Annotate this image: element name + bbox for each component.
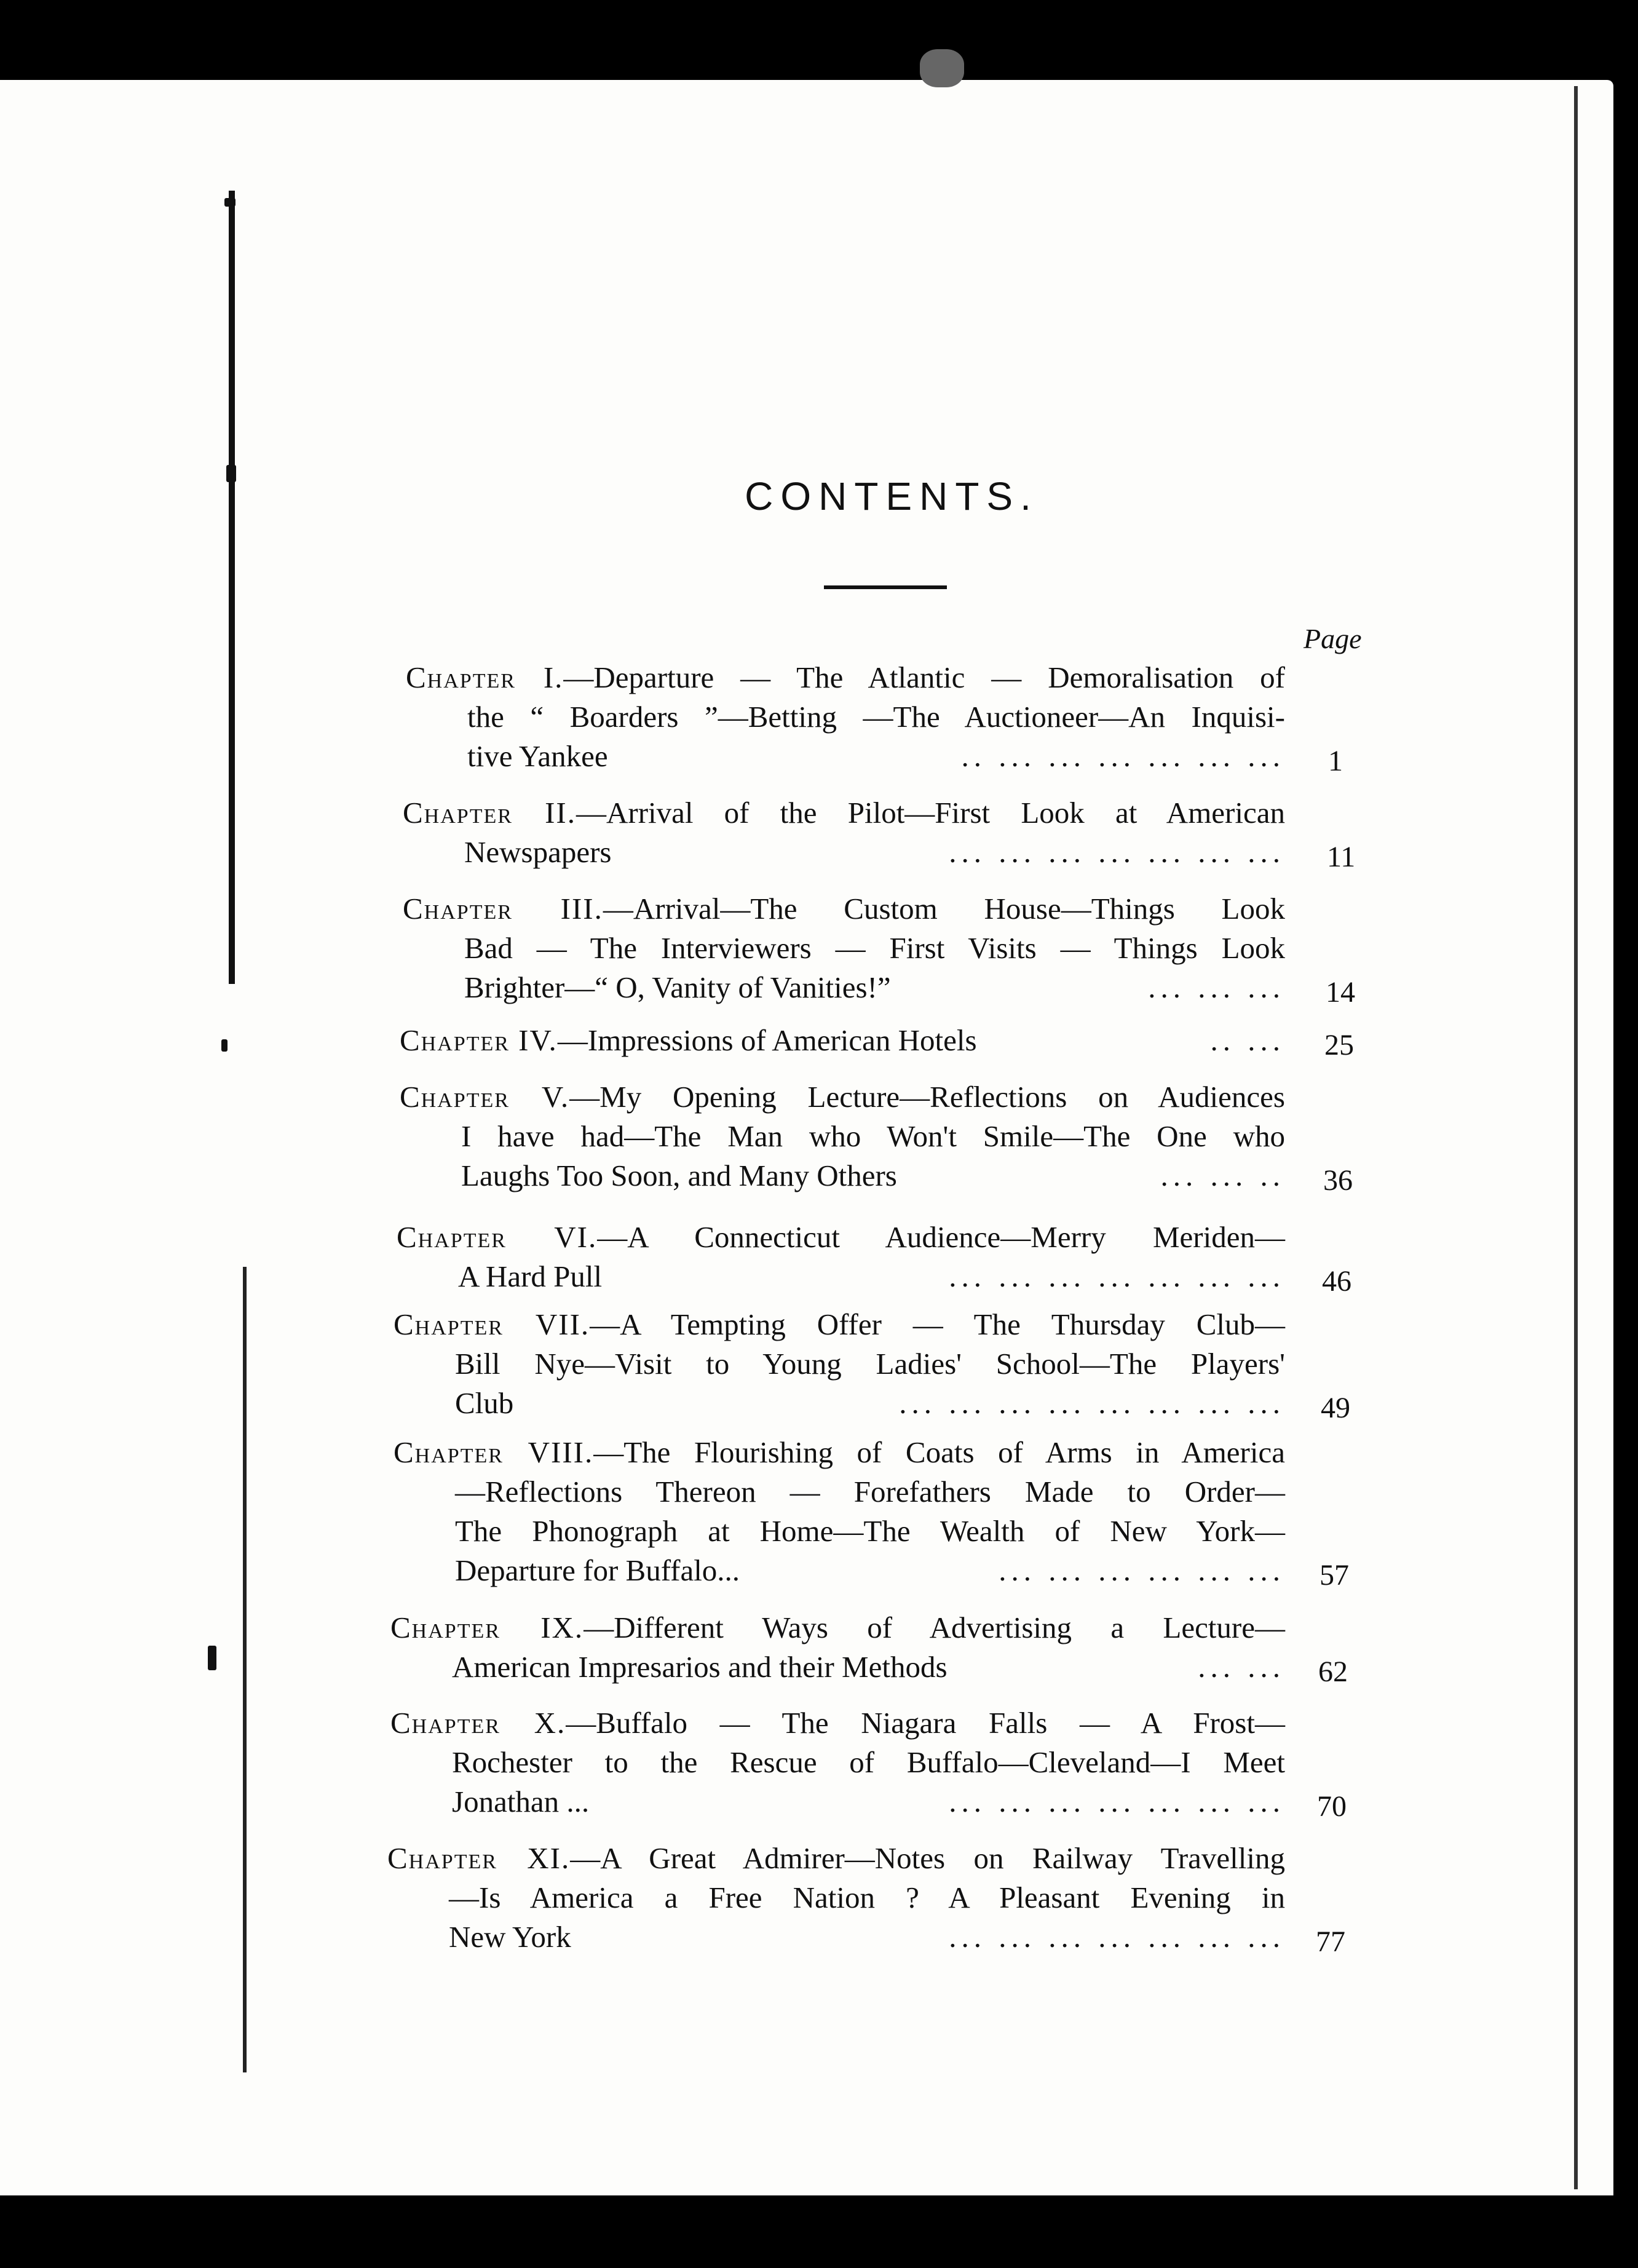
- toc-entry: [403, 889, 1285, 1007]
- chapter-label: Chapter IV.: [400, 1023, 558, 1057]
- scan-speck: [208, 1646, 216, 1670]
- toc-line: [394, 1433, 1285, 1472]
- page-number: 49: [1321, 1392, 1350, 1424]
- toc-line: [390, 1703, 1285, 1743]
- scan-speck: [226, 465, 236, 482]
- toc-entry: [387, 1839, 1285, 1957]
- chapter-text: I have had—The Man who Won't Smile—The One who: [461, 1119, 1285, 1153]
- chapter-label: Chapter VII.: [394, 1307, 590, 1341]
- gutter-shadow-lower: [243, 1267, 247, 2072]
- toc-line: [400, 1117, 1285, 1156]
- toc-line: [394, 1512, 1285, 1551]
- chapter-text: New York: [449, 1920, 571, 1954]
- scan-smudge: [920, 49, 964, 87]
- chapter-text: —A Tempting Offer — The Thursday Club—: [590, 1307, 1285, 1341]
- toc-line: [406, 697, 1285, 737]
- toc-line: [397, 1218, 1285, 1257]
- toc-line: [406, 737, 1285, 776]
- chapter-text: Bad — The Interviewers — First Visits — Things Look: [464, 931, 1285, 965]
- toc-entry: [390, 1608, 1285, 1687]
- toc-entry: [390, 1703, 1285, 1822]
- page-number: 46: [1322, 1265, 1351, 1298]
- page-number: 77: [1316, 1925, 1345, 1958]
- chapter-text: The Phonograph at Home—The Wealth of New York—: [455, 1514, 1285, 1548]
- chapter-text: —My Opening Lecture—Reflections on Audiences: [569, 1080, 1285, 1114]
- toc-line: [403, 929, 1285, 968]
- chapter-label: Chapter X.: [390, 1706, 566, 1740]
- leader-dots: ... ... ... ... ... ... ...: [949, 1920, 1285, 1954]
- toc-entry: [394, 1305, 1285, 1423]
- toc-line: [394, 1472, 1285, 1512]
- page-number: 57: [1320, 1559, 1349, 1592]
- toc-line: [400, 1021, 1285, 1060]
- chapter-text: Brighter—“ O, Vanity of Vanities!”: [464, 970, 891, 1004]
- chapter-text: —Arrival of the Pilot—First Look at American: [576, 796, 1285, 830]
- chapter-text: Departure for Buffalo...: [455, 1553, 740, 1587]
- chapter-text: Laughs Too Soon, and Many Others: [461, 1159, 897, 1192]
- toc-line: [387, 1839, 1285, 1878]
- toc-line: [400, 1156, 1285, 1195]
- chapter-text: —Departure — The Atlantic — Demoralisation of: [563, 660, 1286, 694]
- chapter-label: Chapter V.: [400, 1080, 570, 1114]
- toc-entry: [403, 793, 1285, 872]
- page-number: 11: [1327, 841, 1356, 873]
- title-rule: [824, 585, 947, 589]
- chapter-text: American Impresarios and their Methods: [452, 1650, 948, 1684]
- toc-line: [403, 889, 1285, 929]
- toc-entry: [406, 658, 1285, 776]
- toc-line: [394, 1551, 1285, 1590]
- toc-entry: [397, 1218, 1285, 1296]
- page-number: 14: [1326, 976, 1355, 1009]
- toc-line: [397, 1257, 1285, 1296]
- chapter-label: Chapter VI.: [397, 1220, 598, 1254]
- toc-entry: [394, 1433, 1285, 1590]
- chapter-text: Newspapers: [464, 835, 612, 869]
- toc-line: [403, 793, 1285, 833]
- contents-title: CONTENTS.: [745, 474, 1039, 518]
- chapter-text: A Hard Pull: [458, 1259, 603, 1293]
- scan-speck: [221, 1039, 228, 1052]
- toc-entry: [400, 1021, 1285, 1060]
- chapter-text: Rochester to the Rescue of Buffalo—Cleveland—I Meet: [452, 1745, 1285, 1779]
- chapter-label: Chapter XI.: [387, 1841, 571, 1875]
- chapter-text: —Buffalo — The Niagara Falls — A Frost—: [566, 1706, 1285, 1740]
- chapter-text: the “ Boarders ”—Betting —The Auctioneer—An Inquisi-: [467, 700, 1285, 734]
- page-number: 25: [1324, 1029, 1354, 1061]
- chapter-text: Jonathan ...: [452, 1785, 590, 1818]
- page-column-header: Page: [1304, 623, 1362, 654]
- leader-dots: ... ... ...: [1148, 970, 1285, 1004]
- chapter-text: —A Great Admirer—Notes on Railway Travelling: [570, 1841, 1285, 1875]
- toc-line: [390, 1647, 1285, 1687]
- toc-line: [387, 1878, 1285, 1917]
- toc-line: [387, 1917, 1285, 1957]
- chapter-label: Chapter VIII.: [394, 1435, 594, 1469]
- toc-line: [390, 1743, 1285, 1782]
- toc-line: [403, 968, 1285, 1007]
- toc-line: [390, 1782, 1285, 1822]
- toc-line: [403, 833, 1285, 872]
- toc-line: [406, 658, 1285, 697]
- leader-dots: ... ... ... ... ... ... ... ...: [899, 1386, 1285, 1420]
- leader-dots: ... ... ... ... ... ... ...: [949, 1259, 1285, 1293]
- leader-dots: ... ... ..: [1160, 1159, 1285, 1192]
- chapter-label: Chapter IX.: [390, 1611, 584, 1644]
- leader-dots: .. ...: [1210, 1023, 1285, 1057]
- leader-dots: ... ... ... ... ... ...: [999, 1553, 1285, 1587]
- toc-line: [394, 1305, 1285, 1344]
- page-number: 1: [1328, 745, 1343, 777]
- chapter-text: —The Flourishing of Coats of Arms in America: [593, 1435, 1285, 1469]
- leader-dots: ... ... ... ... ... ... ...: [949, 1785, 1285, 1818]
- chapter-text: —Reflections Thereon — Forefathers Made to Order—: [455, 1475, 1285, 1509]
- chapter-label: Chapter II.: [403, 796, 576, 830]
- chapter-text: Club: [455, 1386, 514, 1420]
- toc-line: [394, 1344, 1285, 1384]
- chapter-text: —Impressions of American Hotels: [557, 1023, 977, 1057]
- chapter-text: —Is America a Free Nation ? A Pleasant Evening in: [449, 1881, 1285, 1914]
- chapter-text: —Different Ways of Advertising a Lecture—: [584, 1611, 1285, 1644]
- page-number: 70: [1317, 1790, 1347, 1823]
- chapter-label: Chapter III.: [403, 892, 603, 926]
- chapter-text: —A Connecticut Audience—Merry Meriden—: [597, 1220, 1285, 1254]
- toc-line: [390, 1608, 1285, 1647]
- chapter-text: —Arrival—The Custom House—Things Look: [603, 892, 1285, 926]
- toc-entry: [400, 1077, 1285, 1195]
- leader-dots: .. ... ... ... ... ... ...: [961, 739, 1285, 773]
- page-number: 36: [1323, 1164, 1353, 1197]
- chapter-text: tive Yankee: [467, 739, 608, 773]
- chapter-label: Chapter I.: [406, 660, 564, 694]
- gutter-shadow: [229, 191, 235, 984]
- leader-dots: ... ... ... ... ... ... ...: [949, 835, 1285, 869]
- leader-dots: ... ...: [1198, 1650, 1285, 1684]
- chapter-text: Bill Nye—Visit to Young Ladies' School—The Players': [455, 1347, 1285, 1381]
- scan-speck: [224, 198, 235, 207]
- page-edge: [1574, 86, 1578, 2189]
- toc-line: [394, 1384, 1285, 1423]
- page-number: 62: [1318, 1655, 1348, 1688]
- toc-line: [400, 1077, 1285, 1117]
